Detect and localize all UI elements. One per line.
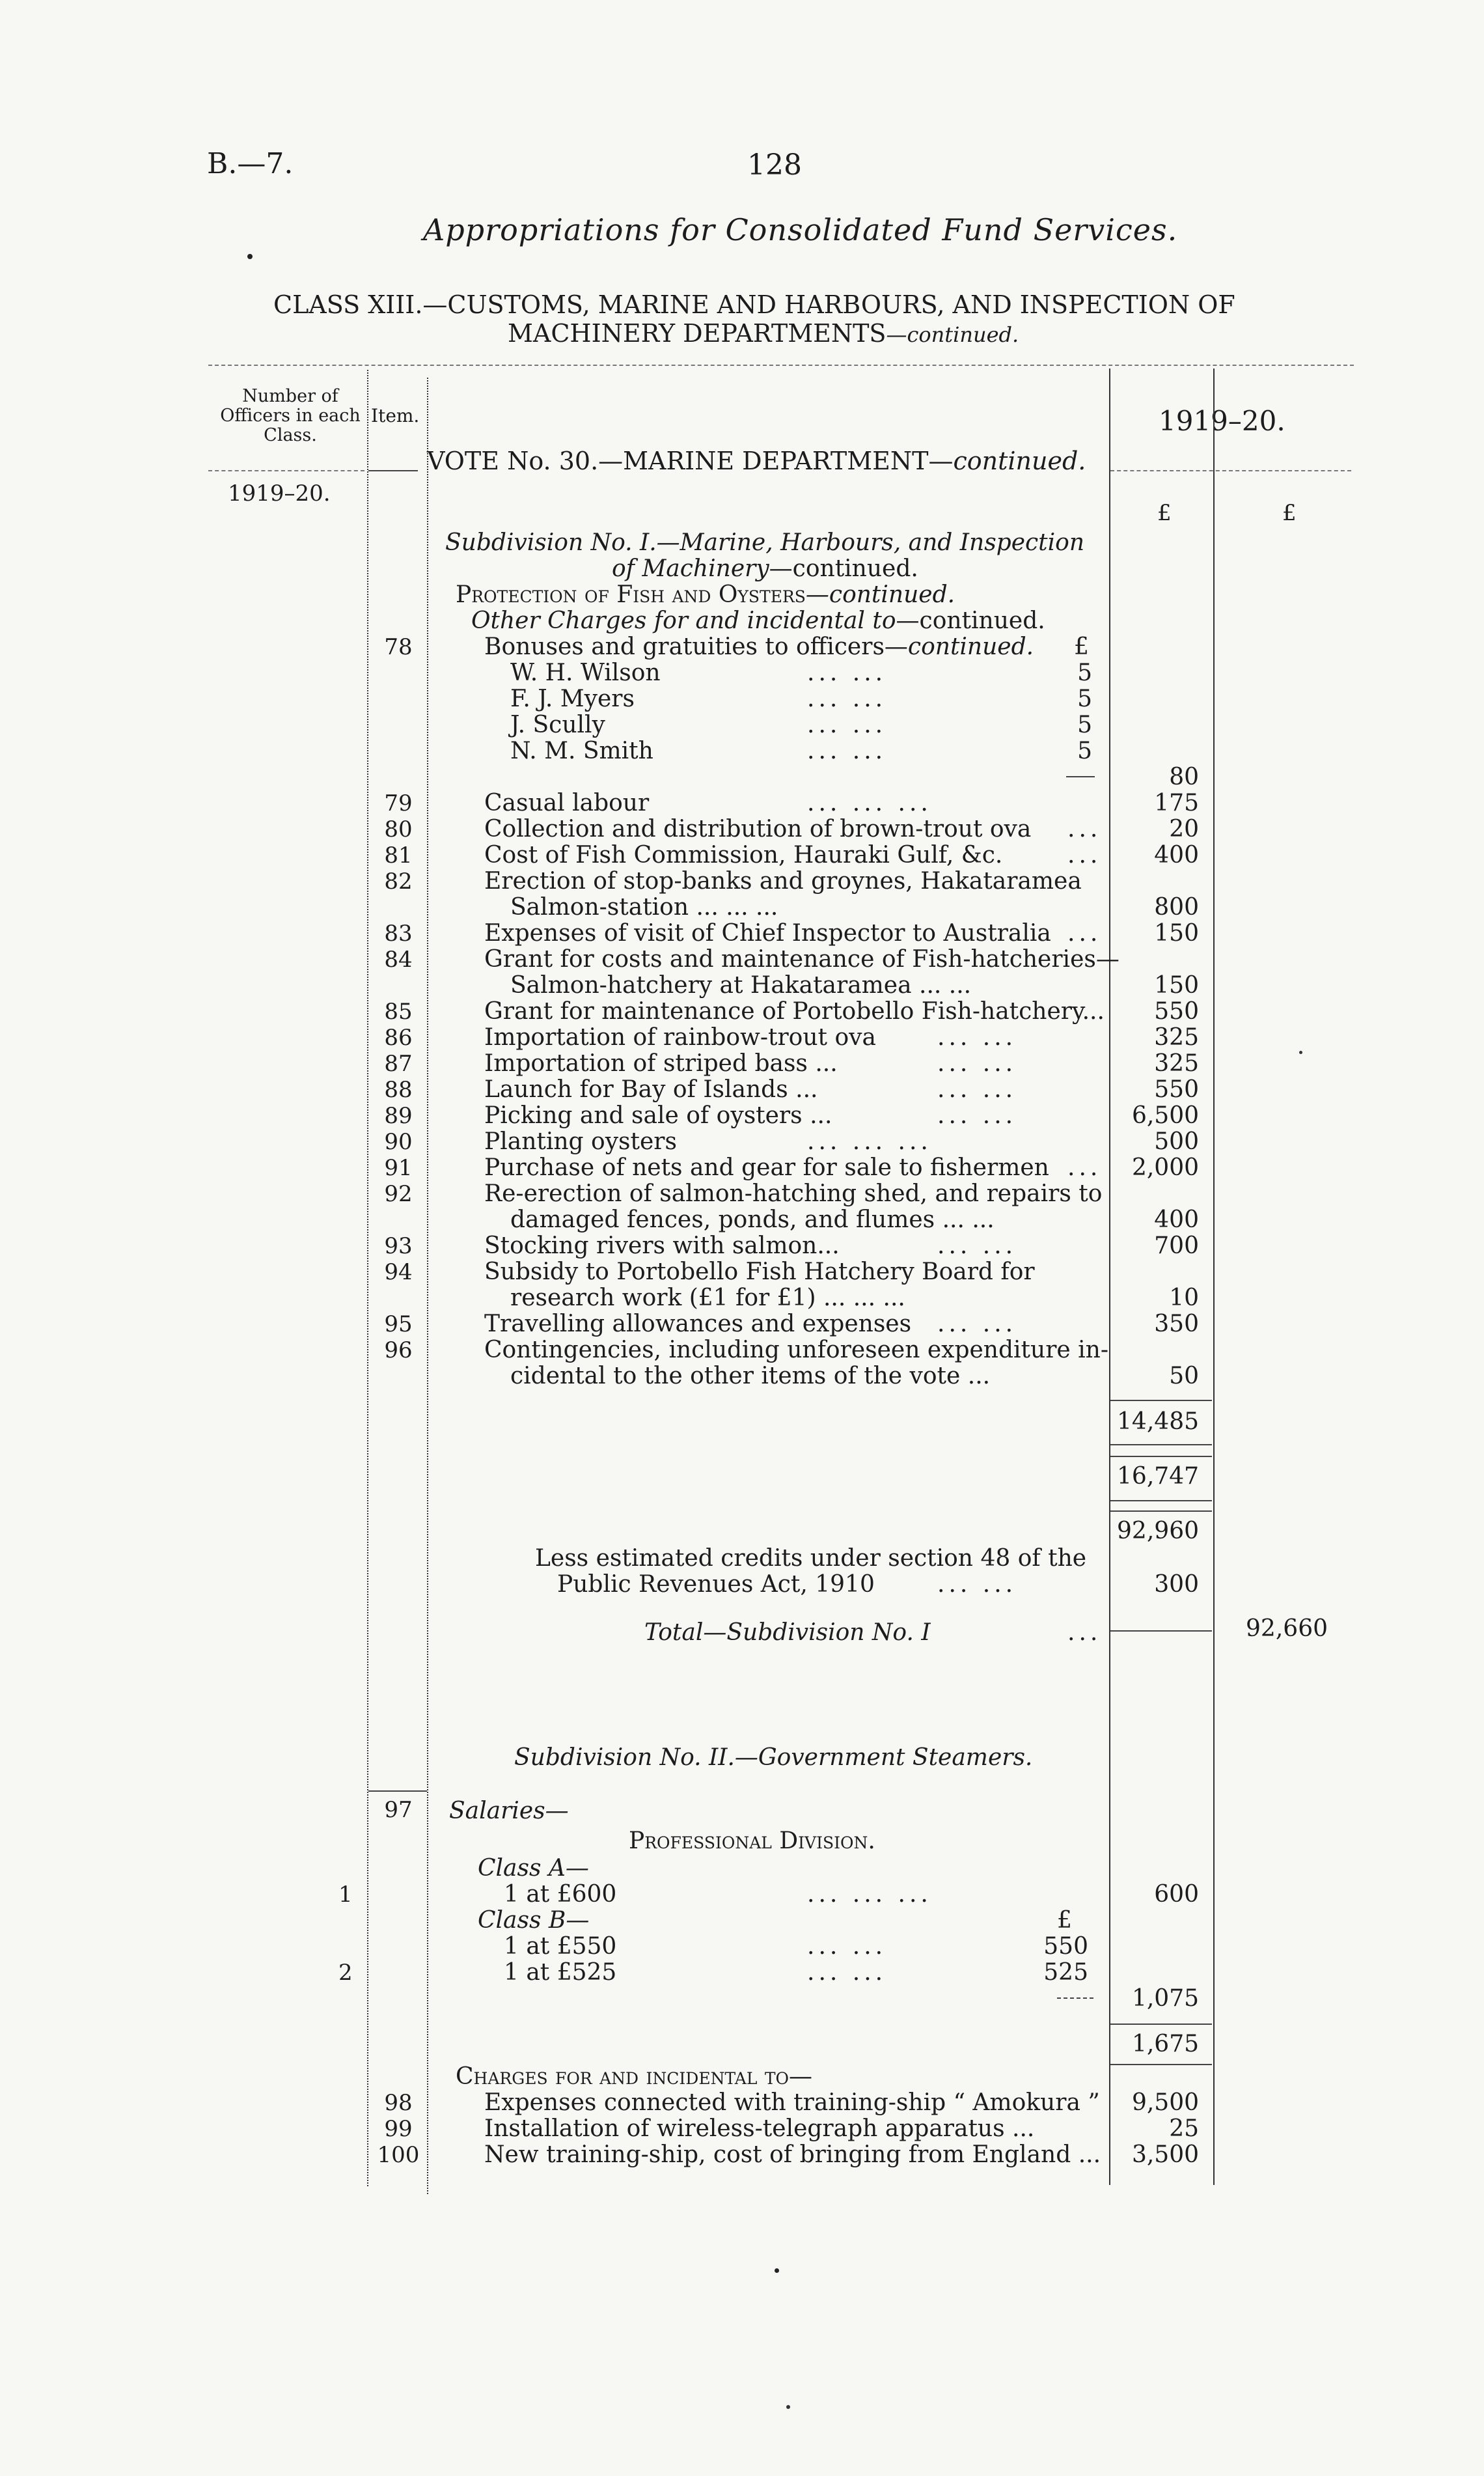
column-rule-officers <box>367 370 368 2186</box>
item-number: 100 <box>377 2142 420 2168</box>
bonus-officer-amount: 5 <box>1077 660 1092 686</box>
item-amount: 150 <box>1154 972 1199 999</box>
class-a-line: 1 at £600 <box>504 1881 617 1908</box>
sub1-total-amount: 92,660 <box>1246 1615 1328 1642</box>
item-amount: 6,500 <box>1131 1102 1199 1129</box>
item-description: Collection and distribution of brown-trout ova <box>484 816 1032 842</box>
item-description: Subsidy to Portobello Fish Hatchery Board for <box>484 1259 1035 1285</box>
pound-sign-col2: £ <box>1282 500 1297 526</box>
vote-heading-cont: continued. <box>953 447 1086 475</box>
item-number: 85 <box>384 999 413 1025</box>
header-item-rule <box>368 470 418 471</box>
sub1-heading-machinery: of Machinery <box>612 555 769 582</box>
item-number: 90 <box>384 1129 413 1155</box>
class-b-subtotal-rule <box>1057 1997 1093 1999</box>
item-description: Importation of striped bass ... <box>484 1050 838 1077</box>
item-amount: 2,000 <box>1131 1154 1199 1181</box>
leader-dots: ... ... <box>807 738 887 764</box>
class-b-line-amount: 550 <box>1043 1933 1088 1960</box>
salaries-heading: Salaries— <box>449 1798 569 1824</box>
item-description: Expenses of visit of Chief Inspector to Australia <box>484 920 1051 947</box>
item-number: 88 <box>384 1077 413 1103</box>
item-number: 94 <box>384 1259 413 1285</box>
ink-speck <box>786 2405 790 2409</box>
professional-division-heading: Professional Division. <box>629 1828 875 1854</box>
salaries-total-rule <box>1110 2064 1212 2065</box>
item-amount: 25 <box>1169 2115 1199 2142</box>
item-description: New training-ship, cost of bringing from England ... <box>484 2141 1101 2168</box>
class-b-line: 1 at £550 <box>504 1933 617 1960</box>
item-description: Picking and sale of oysters ... <box>484 1102 832 1129</box>
bonus-officer-amount: 5 <box>1077 712 1092 738</box>
item-number: 95 <box>384 1311 413 1337</box>
leader-dots: ... <box>1067 842 1102 869</box>
leader-dots: ... ... <box>937 1571 1017 1598</box>
bonus-officer-name: W. H. Wilson <box>510 660 661 686</box>
item-number: 81 <box>384 842 413 869</box>
item-amount: 350 <box>1154 1311 1199 1337</box>
item-number: 83 <box>384 921 413 947</box>
item-amount: 150 <box>1154 920 1199 947</box>
header-top-rule <box>208 365 1354 366</box>
subtotal-rule <box>1110 1400 1212 1401</box>
class-b-heading: Class B— <box>478 1907 590 1934</box>
subtotal-rule <box>1110 1456 1212 1457</box>
bonus-officer-name: N. M. Smith <box>510 738 653 764</box>
column-rule-item <box>427 378 428 2194</box>
item-description-cont: research work (£1 for £1) ... ... ... <box>510 1285 905 1311</box>
vote-heading <box>427 447 1086 475</box>
item-number: 96 <box>384 1337 413 1363</box>
class-b-line: 1 at £525 <box>504 1959 617 1986</box>
bonus-subtotal-rule <box>1066 776 1095 777</box>
other-charges-main: Other Charges for and incidental to <box>471 607 896 634</box>
leader-dots: ... ... <box>937 1050 1017 1077</box>
item-number-97: 97 <box>384 1797 413 1823</box>
item-description: Stocking rivers with salmon... <box>484 1232 840 1259</box>
leader-dots: ... <box>1067 816 1102 842</box>
bonus-officer-amount: 5 <box>1077 686 1092 712</box>
item-amount: 175 <box>1154 790 1199 816</box>
class-heading-cont: —continued. <box>886 322 1019 347</box>
bonus-officer-amount: 5 <box>1077 738 1092 764</box>
header-officers-rule <box>208 470 364 471</box>
class-b-pound-sign: £ <box>1057 1907 1072 1934</box>
page-title: Appropriations for Consolidated Fund Services. <box>423 212 1178 247</box>
item-description: Grant for costs and maintenance of Fish-hatcheries— <box>484 946 1120 973</box>
sub2-heading: Subdivision No. II.—Government Steamers. <box>514 1744 1033 1771</box>
item-amount: 50 <box>1169 1363 1199 1389</box>
less-credits-amount: 300 <box>1154 1571 1199 1598</box>
item-description: Importation of rainbow-trout ova <box>484 1024 876 1051</box>
item-amount: 800 <box>1154 894 1199 921</box>
item-description: Installation of wireless-telegraph apparatus ... <box>484 2115 1035 2142</box>
column-rule-amount2 <box>1213 369 1215 2185</box>
item-amount: 700 <box>1154 1232 1199 1259</box>
bonus-total-amount: 80 <box>1169 764 1199 790</box>
subtotal-rule <box>1110 1510 1212 1512</box>
item-number: 92 <box>384 1181 413 1207</box>
sub1-heading-line2 <box>612 556 918 582</box>
item-number: 87 <box>384 1051 413 1077</box>
less-credits-line2: Public Revenues Act, 1910 <box>557 1571 875 1598</box>
subtotal-b-amount: 16,747 <box>1117 1463 1199 1490</box>
class-b-line-amount: 525 <box>1043 1959 1088 1986</box>
item-amount: 3,500 <box>1131 2141 1199 2168</box>
leader-dots: ... <box>1067 920 1102 947</box>
item-amount: 10 <box>1169 1285 1199 1311</box>
sub1-heading-line1: Subdivision No. I.—Marine, Harbours, and Inspection <box>445 529 1085 556</box>
item-number: 89 <box>384 1103 413 1129</box>
item-description-cont: cidental to the other items of the vote ... <box>510 1363 991 1389</box>
leader-dots: ... ... <box>937 1024 1017 1051</box>
salaries-total-amount: 1,675 <box>1131 2031 1199 2057</box>
item-number: 93 <box>384 1233 413 1259</box>
leader-dots: ... ... <box>807 1959 887 1986</box>
item-number: 99 <box>384 2116 413 2142</box>
subtotal-a-amount: 14,485 <box>1117 1408 1199 1435</box>
item-amount: 325 <box>1154 1050 1199 1077</box>
item-amount: 20 <box>1169 816 1199 842</box>
sub1-heading-cont: —continued. <box>769 555 918 582</box>
year-header-left: 1919–20. <box>228 480 331 507</box>
item-amount: 325 <box>1154 1024 1199 1051</box>
leader-dots: ... ... <box>807 1933 887 1960</box>
year-header-right: 1919–20. <box>1159 405 1285 437</box>
item-number-78: 78 <box>384 634 413 660</box>
item-description-cont: Salmon-hatchery at Hakataramea ... ... <box>510 972 972 999</box>
leader-dots: ... ... <box>937 1076 1017 1103</box>
bonus-label-main: Bonuses and gratuities to officers— <box>484 633 908 660</box>
total-rule <box>1110 1630 1212 1632</box>
leader-dots: ... ... ... <box>807 1881 932 1908</box>
header-amount-rule <box>1110 470 1351 471</box>
item-number: 91 <box>384 1155 413 1181</box>
charges-heading: Charges for and incidental to— <box>456 2063 813 2090</box>
class-heading-line1: CLASS XIII.—CUSTOMS, MARINE AND HARBOURS, AND INSPECTION OF <box>273 290 1235 319</box>
item-amount: 500 <box>1154 1128 1199 1155</box>
leader-dots: ... ... <box>807 660 887 686</box>
bonus-label-cont: continued. <box>907 633 1034 660</box>
item-description: Purchase of nets and gear for sale to fishermen <box>484 1154 1049 1181</box>
item-description: Re-erection of salmon-hatching shed, and repairs to <box>484 1180 1103 1207</box>
page-ref: B.—7. <box>207 147 294 180</box>
leader-dots: ... ... <box>807 712 887 738</box>
item-description: Planting oysters <box>484 1128 677 1155</box>
officers-header-line1: Number of <box>242 386 338 406</box>
sub2-top-rule <box>368 1790 427 1792</box>
leader-dots: ... ... ... <box>807 790 932 816</box>
class-heading-main: MACHINERY DEPARTMENTS <box>508 319 886 348</box>
item-description: Erection of stop-banks and groynes, Hakataramea <box>484 868 1082 895</box>
officers-column-header <box>212 387 368 445</box>
class-a-amount: 600 <box>1154 1881 1199 1908</box>
item-description: Travelling allowances and expenses <box>484 1311 912 1337</box>
bonus-pound-sign: £ <box>1074 633 1089 660</box>
bonus-label <box>484 634 1034 660</box>
class-b-officer-count: 2 <box>338 1960 353 1986</box>
ink-speck <box>1299 1051 1302 1054</box>
leader-dots: ... <box>1067 1154 1102 1181</box>
item-number: 79 <box>384 790 413 816</box>
leader-dots: ... ... <box>937 1311 1017 1337</box>
less-credits-line1: Less estimated credits under section 48 of the <box>535 1545 1087 1572</box>
officers-header-line3: Class. <box>264 425 317 445</box>
class-a-heading: Class A— <box>478 1855 589 1882</box>
page-number: 128 <box>747 148 802 182</box>
class-a-officer-count: 1 <box>338 1882 353 1908</box>
item-amount: 550 <box>1154 1076 1199 1103</box>
item-description: Launch for Bay of Islands ... <box>484 1076 818 1103</box>
officers-header-line2: Officers in each <box>220 406 361 426</box>
sub1-total-label: Total—Subdivision No. I <box>644 1619 931 1646</box>
protection-heading <box>456 582 955 608</box>
item-description: Expenses connected with training-ship “ Amokura ” <box>484 2089 1100 2116</box>
item-description: Casual labour <box>484 790 650 816</box>
leader-dots: ... <box>1067 1619 1102 1646</box>
bonus-officer-name: J. Scully <box>510 712 605 738</box>
ink-speck <box>247 254 253 259</box>
item-amount: 9,500 <box>1131 2089 1199 2116</box>
item-column-header: Item. <box>371 405 420 426</box>
item-number: 80 <box>384 816 413 842</box>
leader-dots: ... ... <box>937 1232 1017 1259</box>
class-b-total-amount: 1,075 <box>1131 1985 1199 2012</box>
pound-sign-col1: £ <box>1157 500 1172 526</box>
item-description: Grant for maintenance of Portobello Fish-hatchery... <box>484 998 1105 1025</box>
bonus-officer-name: F. J. Myers <box>510 686 635 712</box>
item-description-cont: damaged fences, ponds, and flumes ... ... <box>510 1206 995 1233</box>
salaries-total-rule <box>1110 2024 1212 2025</box>
item-number: 84 <box>384 947 413 973</box>
ink-speck <box>775 2268 779 2273</box>
item-description-cont: Salmon-station ... ... ... <box>510 894 778 921</box>
subtotal-rule <box>1110 1500 1212 1501</box>
item-description: Cost of Fish Commission, Hauraki Gulf, &c. <box>484 842 1003 869</box>
leader-dots: ... ... ... <box>807 1128 932 1155</box>
item-description: Contingencies, including unforeseen expenditure in- <box>484 1337 1109 1363</box>
subtotal-c-amount: 92,960 <box>1117 1518 1199 1544</box>
item-amount: 400 <box>1154 1206 1199 1233</box>
subtotal-rule <box>1110 1444 1212 1445</box>
item-number: 98 <box>384 2090 413 2116</box>
protection-heading-cont: —continued. <box>805 581 955 608</box>
vote-heading-main: VOTE No. 30.—MARINE DEPARTMENT— <box>427 447 954 475</box>
class-heading-line2 <box>508 319 1019 348</box>
other-charges-heading <box>471 608 1045 634</box>
protection-heading-main: Protection of Fish and Oysters <box>456 581 806 608</box>
leader-dots: ... ... <box>807 686 887 712</box>
leader-dots: ... ... <box>937 1102 1017 1129</box>
item-number: 82 <box>384 869 413 895</box>
other-charges-cont: —continued. <box>896 607 1045 634</box>
column-rule-amount1 <box>1109 369 1110 2185</box>
item-amount: 400 <box>1154 842 1199 869</box>
item-amount: 550 <box>1154 998 1199 1025</box>
item-number: 86 <box>384 1025 413 1051</box>
